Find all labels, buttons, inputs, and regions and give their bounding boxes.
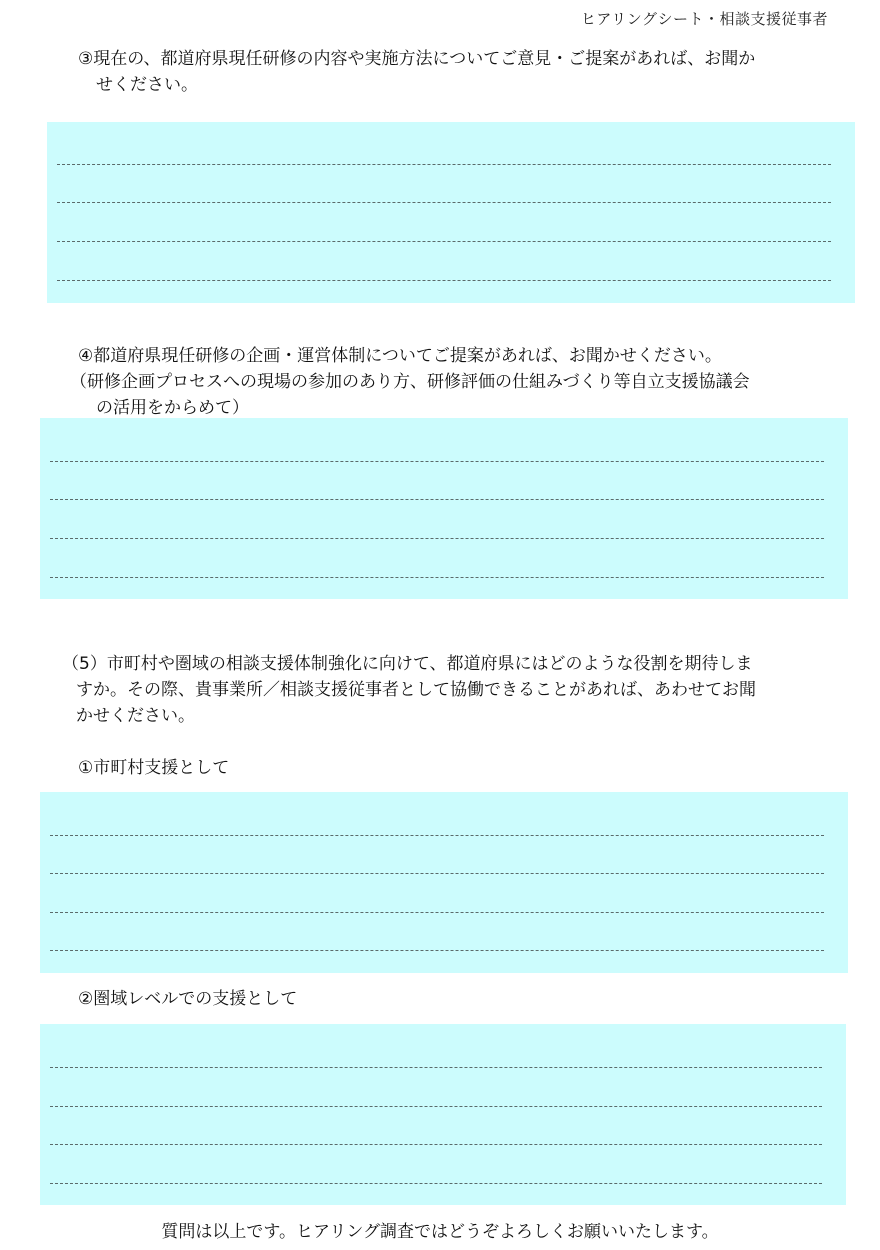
answer-box-q5-1[interactable] [40,792,848,973]
answer-input-q5-2[interactable] [40,1024,846,1205]
question-3-line-1: ③現在の、都道府県現任研修の内容や実施方法についてご意見・ご提案があれば、お聞か [78,49,756,69]
answer-box-q3[interactable] [47,122,855,303]
question-4 [70,343,750,421]
answer-input-q3[interactable] [47,122,855,303]
question-5-line-2: すか。その際、貴事業所／相談支援従事者として協働できることがあれば、あわせてお聞 [76,680,756,700]
answer-input-q4[interactable] [40,418,848,599]
question-5-line-1: （5）市町村や圏域の相談支援体制強化に向けて、都道府県にはどのような役割を期待しま [62,654,753,674]
sub-question-2: ②圏域レベルでの支援として [78,989,298,1009]
question-4-line-2: （研修企画プロセスへの現場の参加のあり方、研修評価の仕組みづくり等自立支援協議会 [70,372,750,392]
question-4-line-1: ④都道府県現任研修の企画・運営体制についてご提案があれば、お聞かせください。 [78,346,722,366]
question-3-line-2: せください。 [96,75,198,95]
question-5-line-3: かせください。 [76,706,195,726]
question-4-line-3: の活用をからめて） [96,398,249,418]
closing-message: 質問は以上です。ヒアリング調査ではどうぞよろしくお願いいたします。 [161,1222,719,1242]
question-3 [78,46,755,98]
answer-box-q4[interactable] [40,418,848,599]
sub-question-1: ①市町村支援として [78,758,230,778]
sheet-header: ヒアリングシート・相談支援従事者 [580,10,828,28]
answer-box-q5-2[interactable] [40,1024,846,1205]
question-5 [62,651,756,729]
answer-input-q5-1[interactable] [40,792,848,973]
